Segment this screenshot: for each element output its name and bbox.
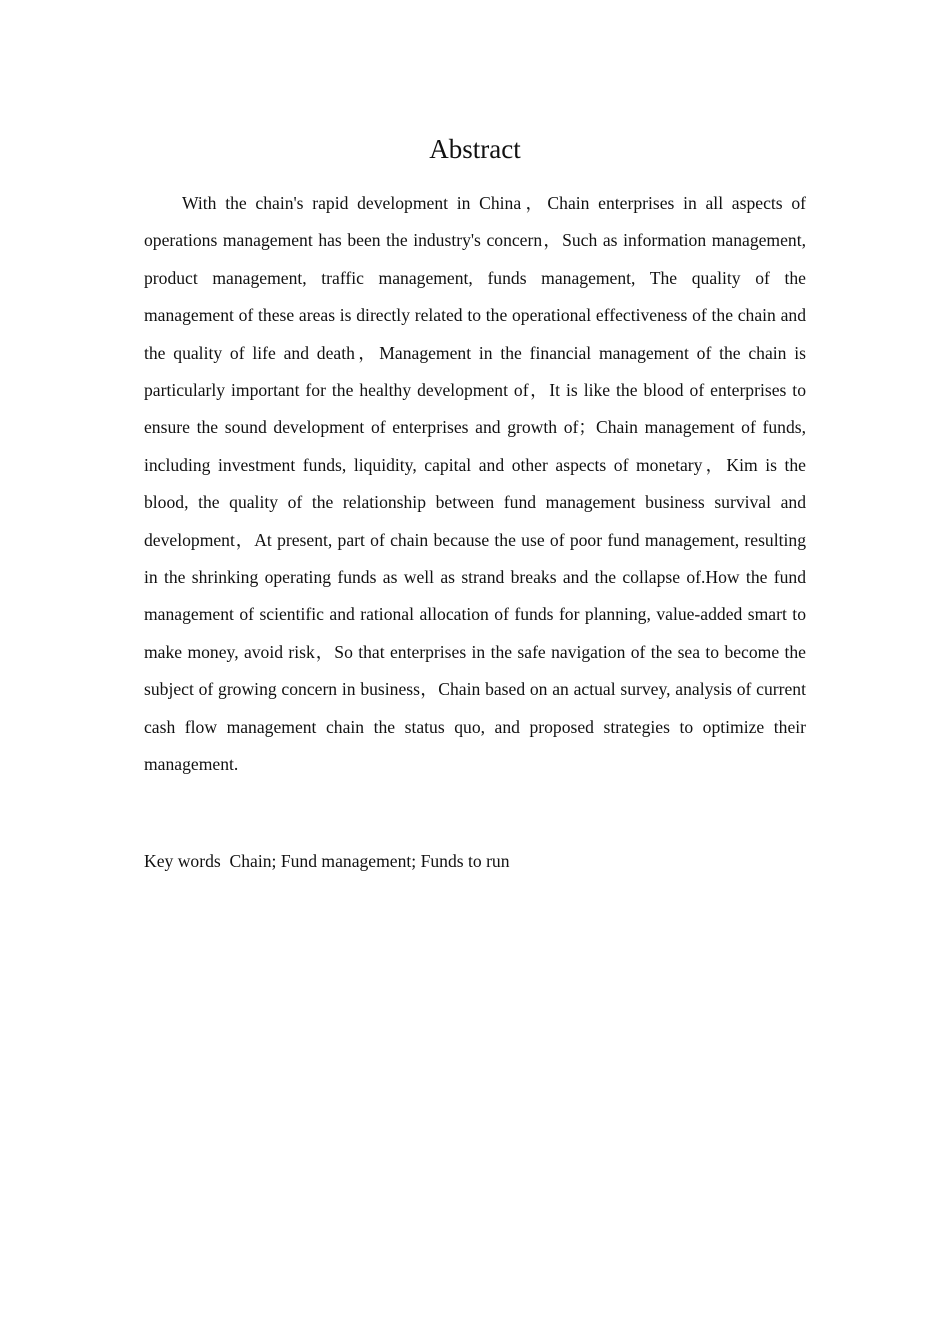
abstract-body-paragraph: With the chain's rapid development in China，Chain enterprises in all aspects of operations management has been the industry's concern，Such as information management, product management, traffic management, funds management, The quality of the management of these areas is directly related to the operational effectiveness of the chain and the quality of life and death，Management in the financial management of the chain is particularly important for the healthy development of，It is like the blood of enterprises to ensure the sound development of enterprises and growth of；Chain management of funds, including investment funds, liquidity, capital and other aspects of monetary，Kim is the blood, the quality of the relationship between fund management business survival and development，At present, part of chain because the use of poor fund management, resulting in the shrinking operating funds as well as strand breaks and the collapse of.How the fund management of scientific and rational allocation of funds for planning, value-added smart to make money, avoid risk，So that enterprises in the safe navigation of the sea to become the subject of growing concern in business，Chain based on an actual survey, analysis of current cash flow management chain the status quo, and proposed strategies to optimize their management. <box>144 193 806 775</box>
keywords-line: Key words Chain; Fund management; Funds to run <box>144 851 510 871</box>
page-title: Abstract <box>429 134 521 164</box>
